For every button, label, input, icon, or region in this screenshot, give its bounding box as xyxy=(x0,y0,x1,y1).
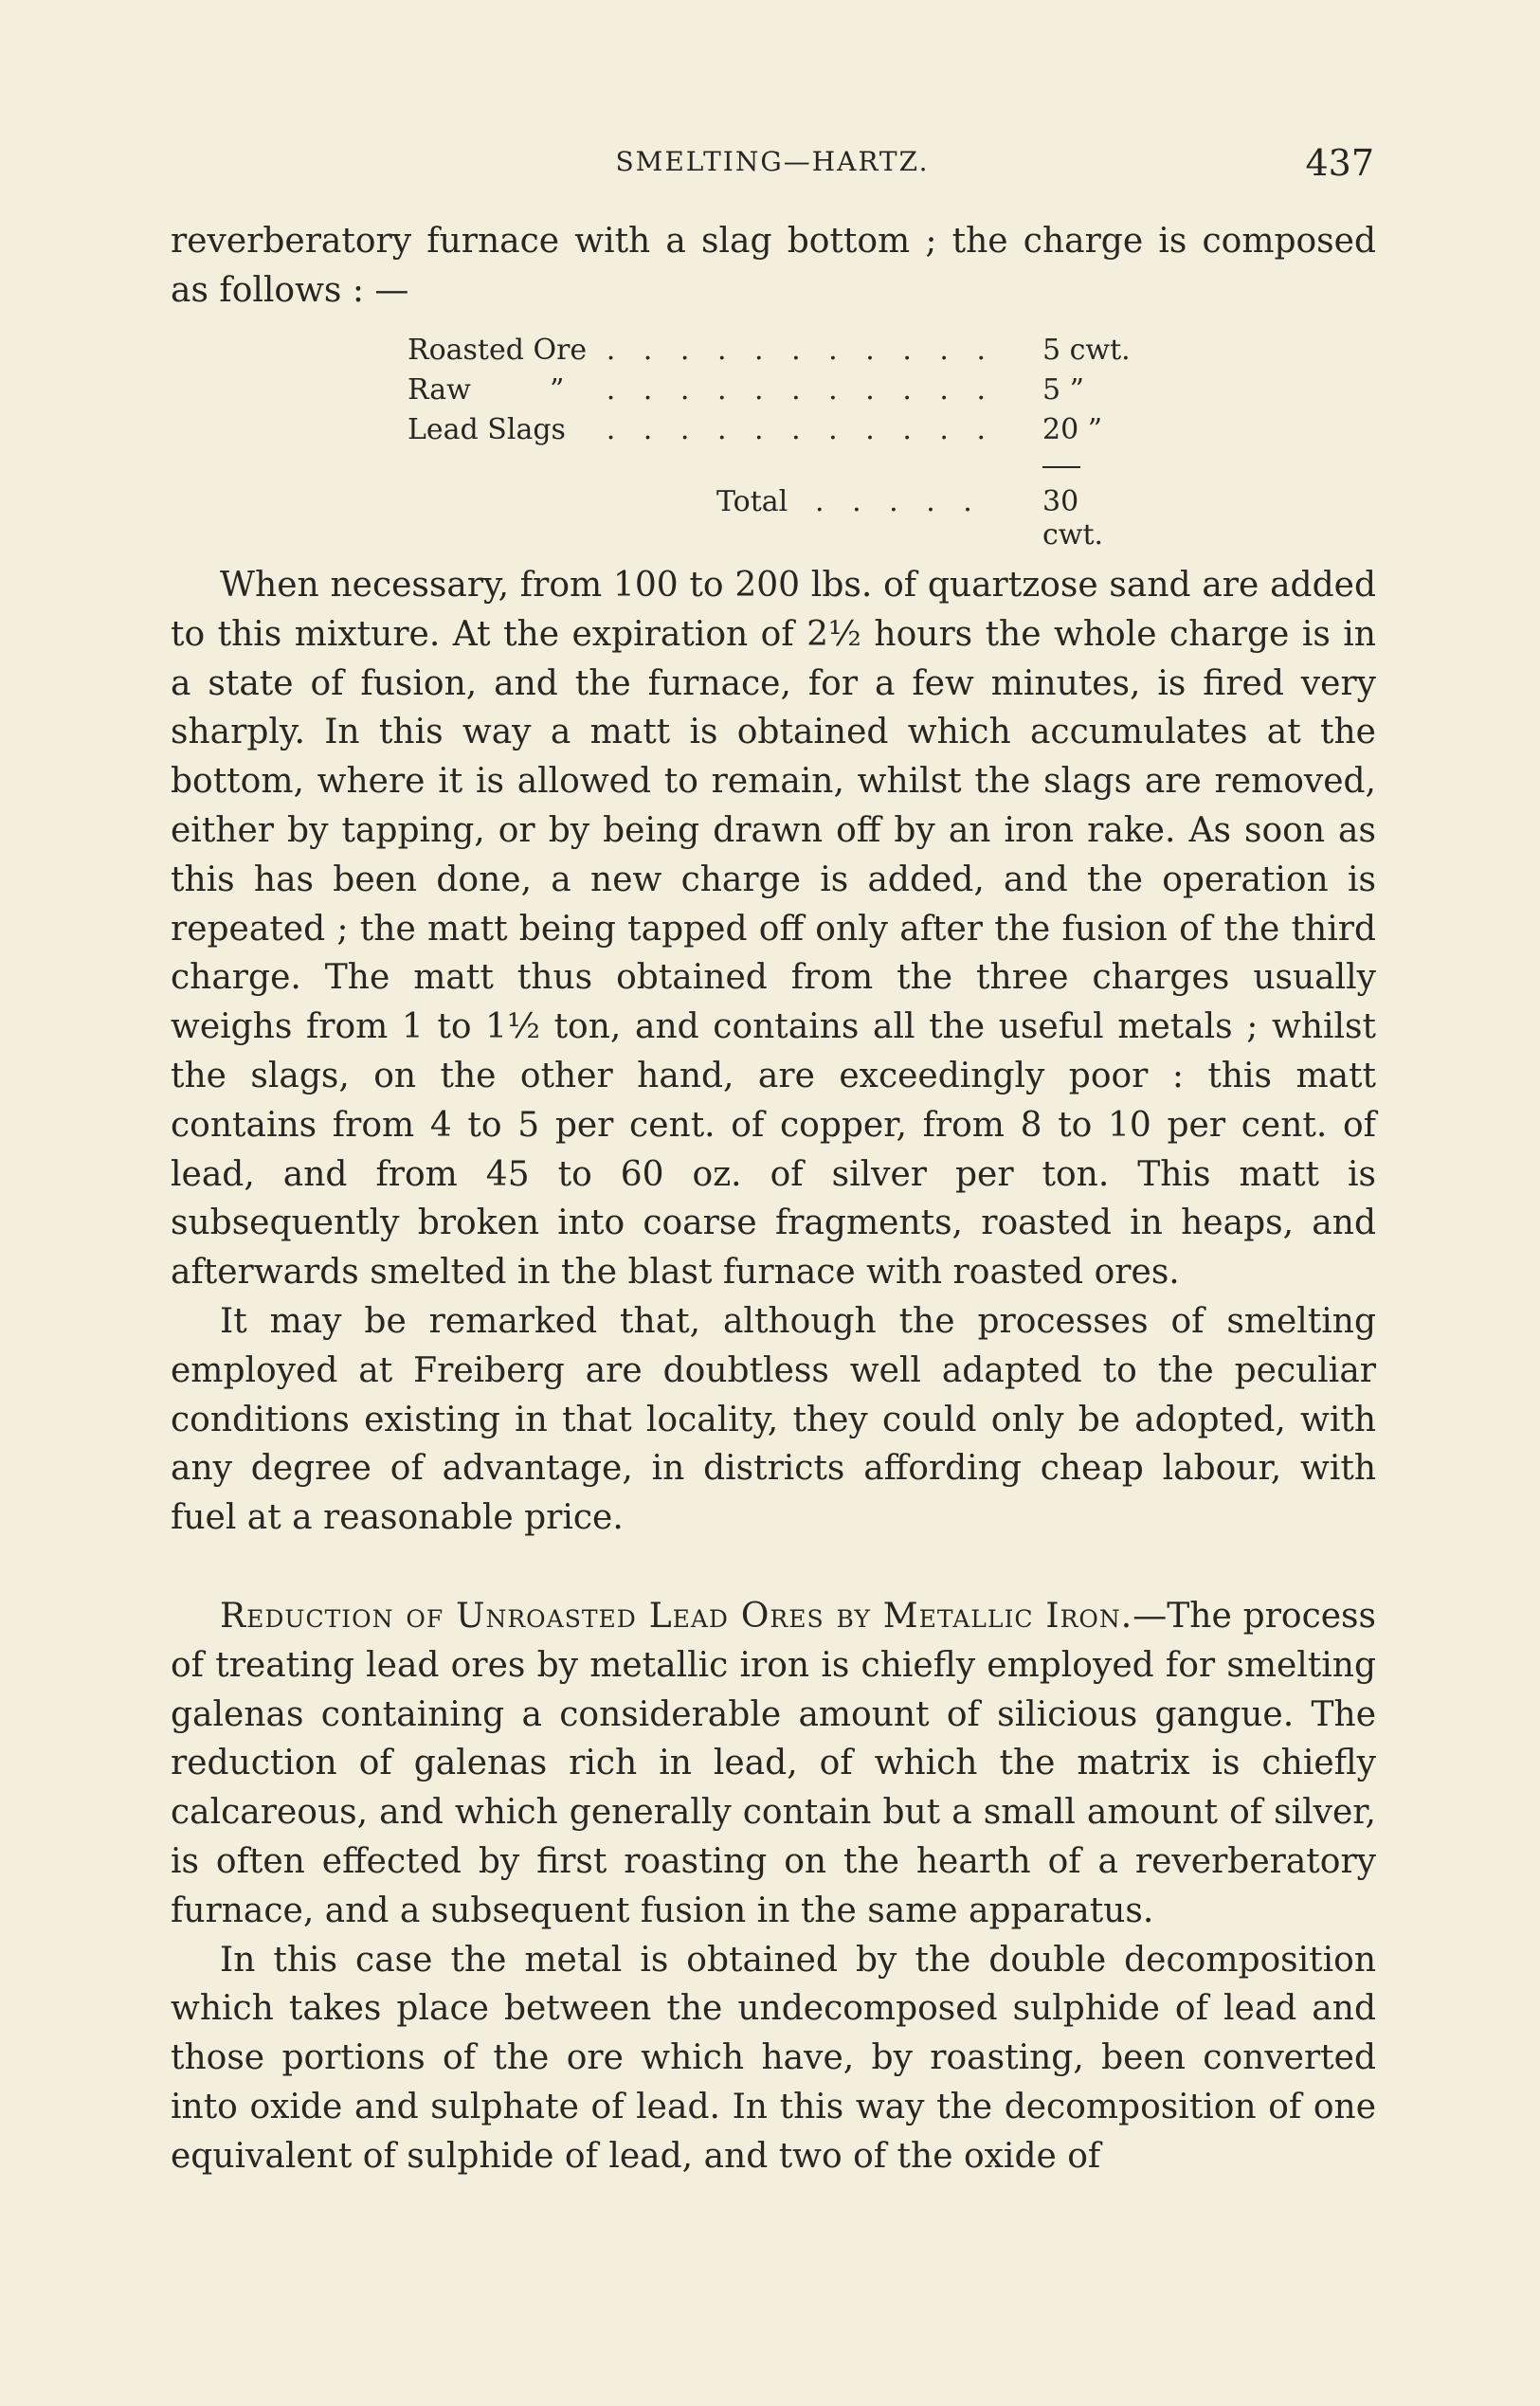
row-amount: 20 ” xyxy=(1042,413,1103,446)
paragraph: It may be remarked that, although the processes of smelting employed at Freiberg are doubtless well adapted to the peculiar conditions existing in that locality, they could only be adopted, with any degree of advantage, in districts affording cheap labour, with fuel at a reasonable price. xyxy=(171,1301,1376,1538)
row-amount: 5 cwt. xyxy=(1042,334,1131,367)
leader-dots: . . . . . xyxy=(815,485,982,518)
table-row xyxy=(408,373,1147,413)
paragraph: When necessary, from 100 to 200 lbs. of quartzose sand are added to this mixture. At the expiration of 2½ hours the whole charge is in a state of fusion, and the furnace, for a few minutes, is fired very sharply. In this way a matt is obtained which accumulates at the bottom, where it is allowed to remain, whilst the slags are removed, either by tapping, or by being drawn off by an iron rake. As soon as this has been done, a new charge is added, and the operation is repeated ; the matt being tapped off only after the fusion of the third charge. The matt thus obtained from the three charges usually weighs from 1 to 1½ ton, and contains all the useful metals ; whilst the slags, on the other hand, are exceedingly poor : this matt contains from 4 to 5 per cent. of copper, from 8 to 10 per cent. of lead, and from 45 to 60 oz. of silver per ton. This matt is subsequently broken into coarse fragments, roasted in heaps, and afterwards smelted in the blast furnace with roasted ores. xyxy=(171,566,1376,1293)
row-name: Lead Slags xyxy=(408,413,566,446)
intro-text: reverberatory furnace with a slag bottom ; the charge is composed as follows : — xyxy=(171,222,1376,310)
leader-dots: . . . . . . . . . . . xyxy=(606,334,995,367)
main-text xyxy=(171,561,1376,2181)
total-amount: 30 cwt. xyxy=(1042,485,1104,552)
total-row xyxy=(408,485,1147,552)
running-head: SMELTING—HARTZ. xyxy=(615,146,930,177)
page-header xyxy=(171,142,1374,190)
table-row xyxy=(408,413,1147,453)
row-name: Roasted Ore xyxy=(408,334,588,367)
ditto-mark: ” xyxy=(550,373,565,407)
paragraph: In this case the metal is obtained by the double decomposition which takes place between the undecomposed sulphide of lead and those portions of the ore which have, by roasting, been converted into oxide and sulphate of lead. In this way the decomposition of one equivalent of sulphide of lead, and two of the oxide of xyxy=(171,1940,1376,2176)
page-number: 437 xyxy=(1305,142,1374,184)
leader-dots: . . . . . . . . . . . xyxy=(606,413,995,446)
sum-rule xyxy=(1042,466,1080,468)
paragraph xyxy=(171,1592,1376,1936)
table-row xyxy=(408,334,1147,373)
intro-paragraph xyxy=(171,217,1376,316)
paragraph-text: —The process of treating lead ores by metallic iron is chiefly employed for smelting galenas containing a considerable amount of silicious gangue. The reduction of galenas rich in lead, of which the matrix is chiefly calcareous, and which generally contain but a small amount of silver, is often effected by first roasting on the hearth of a reverberatory furnace, and a subsequent fusion in the same apparatus. xyxy=(171,1596,1376,1930)
section-heading: Reduction of Unroasted Lead Ores by Metallic Iron. xyxy=(220,1596,1133,1636)
row-amount: 5 ” xyxy=(1042,373,1084,407)
total-label: Total xyxy=(716,485,788,518)
leader-dots: . . . . . . . . . . . xyxy=(606,373,995,407)
row-name: Raw xyxy=(408,373,471,407)
charge-table xyxy=(408,334,1147,552)
